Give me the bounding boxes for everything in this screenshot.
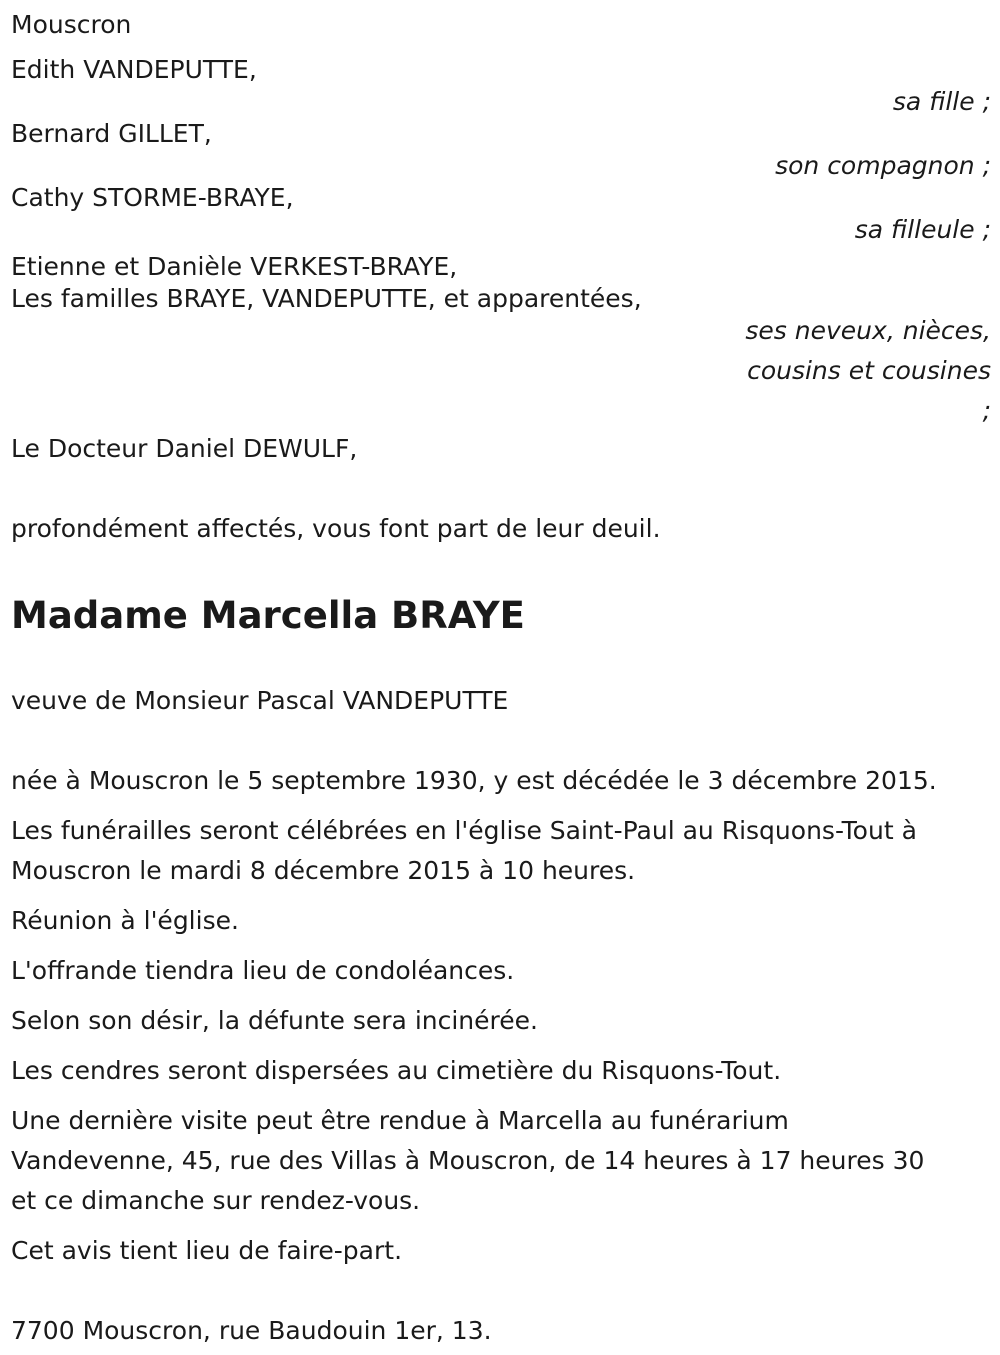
nephews-relation-2: cousins et cousines (747, 356, 991, 385)
nephews-line-1: Etienne et Danièle VERKEST-BRAYE, (11, 252, 458, 281)
visit-line-1: Une dernière visite peut être rendue à Marcella au funérarium (11, 1106, 789, 1135)
offering-line: L'offrande tiendra lieu de condoléances. (11, 956, 515, 985)
family-relation: son compagnon ; (775, 151, 991, 180)
meeting-line: Réunion à l'église. (11, 906, 239, 935)
visit-paragraph (11, 1101, 991, 1221)
affected-line: profondément affectés, vous font part de leur deuil. (11, 514, 661, 543)
doctor-line: Le Docteur Daniel DEWULF, (11, 434, 358, 463)
address-line: 7700 Mouscron, rue Baudouin 1er, 13. (11, 1316, 492, 1345)
nephews-relation-1: ses neveux, nièces, (745, 316, 991, 345)
family-relation: sa filleule ; (854, 215, 991, 244)
nephews-line-2: Les familles BRAYE, VANDEPUTTE, et apparentées, (11, 284, 642, 313)
family-name: Bernard GILLET, (11, 119, 212, 148)
ashes-line: Les cendres seront dispersées au cimetière du Risquons-Tout. (11, 1056, 782, 1085)
obituary-notice (11, 5, 991, 1351)
family-name: Cathy STORME-BRAYE, (11, 183, 294, 212)
visit-line-2: Vandevenne, 45, rue des Villas à Mouscron, de 14 heures à 17 heures 30 (11, 1146, 925, 1175)
family-entry-daughter (11, 55, 991, 119)
visit-line-3: et ce dimanche sur rendez-vous. (11, 1186, 421, 1215)
funeral-line-2: Mouscron le mardi 8 décembre 2015 à 10 heures. (11, 856, 636, 885)
birth-death-line: née à Mouscron le 5 septembre 1930, y est décédée le 3 décembre 2015. (11, 766, 937, 795)
nephews-relation-3: ; (982, 396, 991, 425)
family-entry-companion (11, 119, 991, 183)
funeral-paragraph (11, 811, 991, 891)
wish-line: Selon son désir, la défunte sera incinérée. (11, 1006, 538, 1035)
family-entry-goddaughter (11, 183, 991, 247)
family-name: Edith VANDEPUTTE, (11, 55, 257, 84)
city-heading: Mouscron (11, 10, 132, 39)
family-relation: sa fille ; (892, 87, 991, 116)
notice-line: Cet avis tient lieu de faire-part. (11, 1236, 403, 1265)
widow-line: veuve de Monsieur Pascal VANDEPUTTE (11, 686, 509, 715)
family-entry-nephews (11, 247, 991, 429)
deceased-name: Madame Marcella BRAYE (11, 594, 525, 637)
funeral-line-1: Les funérailles seront célébrées en l'église Saint-Paul au Risquons-Tout à (11, 816, 917, 845)
